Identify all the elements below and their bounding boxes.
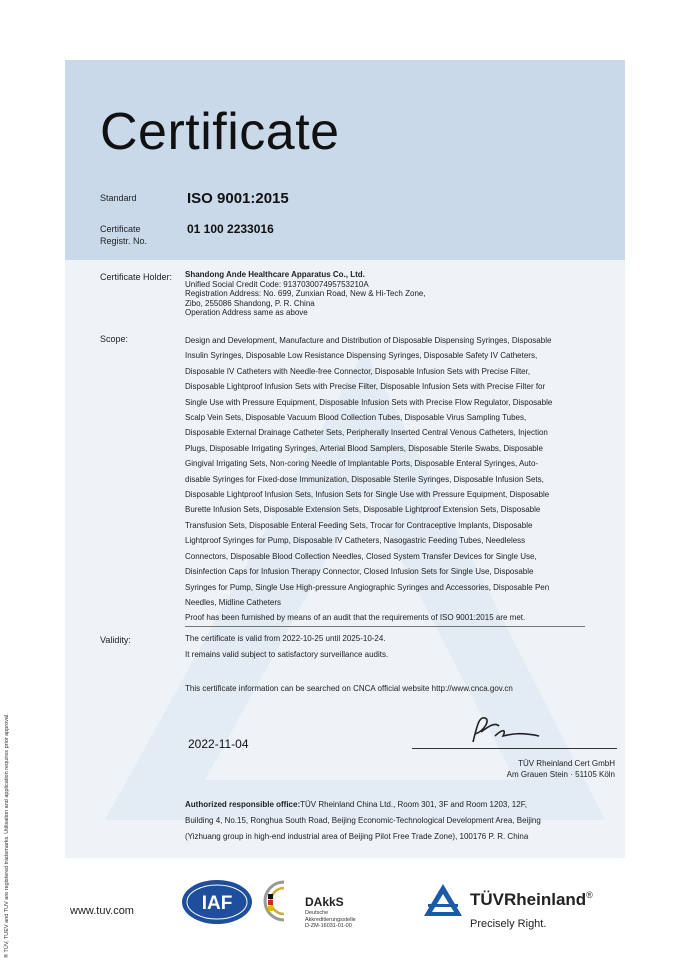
scope-line: Plugs, Disposable Irrigating Syringes, Arterial Blood Samplers, Disposable Sterile Swabs, Disposable (185, 443, 543, 453)
scope-line: Transfusion Sets, Disposable Enteral Feeding Sets, Trocar for Contraceptive Implants, Disposable (185, 520, 533, 530)
standard-value: ISO 9001:2015 (187, 190, 289, 207)
scope-line: Insulin Syringes, Disposable Low Resistance Dispensing Syringes, Disposable Safety IV Catheters, (185, 351, 538, 361)
tuv-brand-text: TÜVRheinland (470, 890, 587, 909)
scope-line: Gingival Irrigating Sets, Non-coring Needle of Implantable Ports, Disposable Enteral Syringes, Auto- (185, 459, 539, 469)
holder-operation-address: Operation Address same as above (185, 308, 308, 318)
issue-date: 2022-11-04 (188, 737, 249, 751)
office-address-line1: TÜV Rheinland China Ltd., Room 301, 3F and Room 1203, 12F, (300, 800, 527, 809)
holder-address-line2: Zibo, 255086 Shandong, P. R. China (185, 298, 315, 308)
dakks-sub-line1: Deutsche (305, 910, 329, 916)
registration-number: 01 100 2233016 (187, 222, 274, 236)
scope-line: Scalp Vein Sets, Disposable Vacuum Blood Collection Tubes, Disposable Virus Sampling Tubes, (185, 413, 527, 423)
scope-line: Syringes for Pump, Single Use High-pressure Angiographic Syringes and Accessories, Disposable Pen (185, 582, 550, 592)
scope-line: Disinfection Caps for Infusion Therapy Connector, Closed Infusion Sets for Single Use, Disposable (185, 567, 534, 577)
issuer-address: Am Grauen Stein · 51105 Köln (506, 770, 615, 779)
scope-text (185, 333, 605, 610)
holder-label: Certificate Holder: (100, 272, 173, 282)
certificate-holder-block (185, 270, 605, 318)
scope-line: Disposable Lightproof Infusion Sets with Precise Filter, Disposable Infusion Sets with Precise Filter for (185, 382, 546, 392)
dakks-subtitle (305, 910, 356, 930)
tuv-brand-name (470, 890, 593, 910)
office-address-line2: Building 4, No.15, Ronghua South Road, Beijing Economic-Technological Development Area, Beijing (185, 816, 541, 825)
scope-line: Disposable Lightproof Infusion Sets, Infusion Sets for Single Use with Pressure Equipment, Disposable (185, 490, 550, 500)
website-link[interactable]: www.tuv.com (70, 905, 134, 917)
office-label: Authorized responsible office: (185, 800, 301, 809)
scope-line: disable Syringes for Fixed-dose Immunization, Disposable Sterile Syringes, Disposable Infusion Sets, (185, 474, 544, 484)
tuv-slogan: Precisely Right. (470, 918, 547, 930)
standard-label: Standard (100, 193, 137, 203)
holder-address-line1: Registration Address: No. 699, Zunxian Road, New & Hi-Tech Zone, (185, 289, 426, 299)
scope-line: Single Use with Pressure Equipment, Disposable Infusion Sets with Precise Flow Regulator, Disposable (185, 397, 553, 407)
signature-line (412, 748, 617, 749)
authorized-office-block (185, 797, 605, 845)
dakks-logo-icon (262, 878, 302, 924)
validity-condition: It remains valid subject to satisfactory surveillance audits. (185, 650, 389, 659)
trademark-side-note: ® TÜV, TUEV and TUV are registered trademarks. Utilisation and application requires prior approval. (4, 713, 10, 958)
registration-label-line2: Registr. No. (100, 236, 148, 246)
scope-line: Burette Infusion Sets, Disposable Extension Sets, Disposable Lightproof Extension Sets, Disposable (185, 505, 541, 515)
cnca-search-info: This certificate information can be searched on CNCA official website http://www.cnca.gov.cn (185, 684, 513, 693)
scope-line: Disposable IV Catheters with Needle-free Connector, Disposable Infusion Sets with Precise Filter, (185, 366, 531, 376)
holder-credit-code: Unified Social Credit Code: 913703007495753210A (185, 279, 369, 289)
scope-line: Disposable External Drainage Catheter Sets, Peripherally Inserted Central Venous Catheters, Injection (185, 428, 548, 438)
certificate-title: Certificate (100, 103, 340, 161)
scope-label: Scope: (100, 334, 129, 344)
dakks-sub-line2: Akkreditierungsstelle (305, 916, 356, 923)
scope-line: Lightproof Syringes for Pump, Disposable IV Catheters, Nasogastric Feeding Tubes, Needleless (185, 536, 526, 546)
proof-statement: Proof has been furnished by means of an audit that the requirements of ISO 9001:2015 are met. (185, 613, 526, 622)
dakks-name: DAkkS (305, 895, 344, 909)
holder-name: Shandong Ande Healthcare Apparatus Co., Ltd. (185, 270, 365, 279)
tuv-registered-mark: ® (586, 890, 593, 900)
office-address-line3: (Yizhuang group in high-end industrial area of Beijing Pilot Free Trade Zone), 100176 P. R. China (185, 832, 529, 841)
scope-line: Needles, Midline Catheters (185, 597, 282, 607)
proof-underline (185, 626, 585, 627)
office-line1 (185, 797, 605, 813)
validity-period: The certificate is valid from 2022-10-25 until 2025-10-24. (185, 634, 386, 643)
scope-line: Design and Development, Manufacture and Distribution of Disposable Dispensing Syringes, Disposable (185, 336, 552, 345)
issuer-name: TÜV Rheinland Cert GmbH (518, 759, 615, 768)
validity-label: Validity: (100, 635, 131, 645)
iaf-logo-text: IAF (201, 893, 233, 914)
dakks-sub-line3: D-ZM-16031-01-00 (305, 923, 352, 929)
scope-line: Connectors, Disposable Blood Collection Needles, Closed System Transfer Devices for Single Use, (185, 551, 537, 561)
iaf-logo-icon (180, 878, 254, 926)
tuv-triangle-icon (422, 882, 464, 918)
signature-icon (465, 712, 545, 748)
registration-label-line1: Certificate (100, 224, 141, 234)
